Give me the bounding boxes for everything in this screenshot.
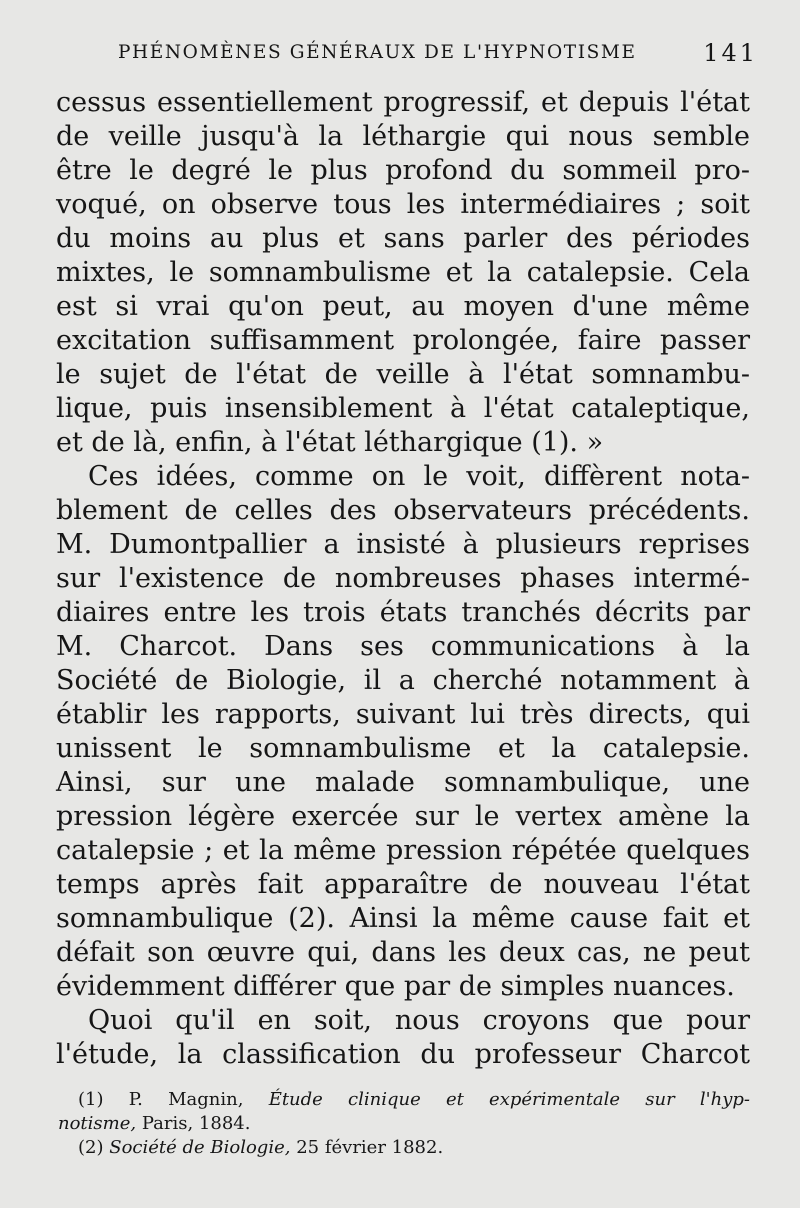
text-line: défait son œuvre qui, dans les deux cas, ne peut — [56, 937, 750, 968]
footnote-title: notisme, — [58, 1113, 137, 1134]
paragraph — [56, 1004, 750, 1072]
text-line: unissent le somnambulisme et la catalepsie. — [56, 733, 750, 764]
footnote-date: 25 février 1882. — [296, 1137, 444, 1158]
footnote-number: (2) — [78, 1137, 104, 1158]
text-line: temps après fait apparaître de nouveau l'état — [56, 869, 750, 900]
paragraph — [56, 460, 750, 1004]
footnote-1 — [78, 1088, 750, 1112]
text-line: voqué, on observe tous les intermédiaires ; soit — [56, 189, 750, 220]
text-line: et de là, enfin, à l'état léthargique (1). » — [56, 427, 604, 458]
text-line: Ainsi, sur une malade somnambulique, une — [56, 767, 750, 798]
text-line: de veille jusqu'à la léthargie qui nous semble — [56, 121, 750, 152]
text-line: Quoi qu'il en soit, nous croyons que pour — [88, 1005, 750, 1036]
page-header — [118, 39, 758, 72]
paragraph — [56, 86, 750, 460]
text-line: catalepsie ; et la même pression répétée quelques — [56, 835, 750, 866]
text-line: pression légère exercée sur le vertex amène la — [56, 801, 750, 832]
text-line: sur l'existence de nombreuses phases intermé- — [56, 563, 750, 594]
running-head: PHÉNOMÈNES GÉNÉRAUX DE L'HYPNOTISME — [118, 42, 637, 63]
footnote-number: (1) — [78, 1089, 104, 1110]
footnote-2 — [78, 1136, 750, 1160]
page-number: 141 — [703, 39, 758, 67]
text-line: cessus essentiellement progressif, et depuis l'état — [56, 87, 750, 118]
text-line: M. Charcot. Dans ses communications à la — [56, 631, 750, 662]
text-line: somnambulique (2). Ainsi la même cause fait et — [56, 903, 750, 934]
text-line: établir les rapports, suivant lui très directs, qui — [56, 699, 750, 730]
footnotes — [58, 1088, 750, 1160]
text-line: Société de Biologie, il a cherché notamment à — [56, 665, 750, 696]
text-line: mixtes, le somnambulisme et la catalepsie. Cela — [56, 257, 750, 288]
body-text — [56, 86, 750, 1072]
text-line: être le degré le plus profond du sommeil pro- — [56, 155, 750, 186]
footnote-publication: Paris, 1884. — [141, 1113, 251, 1134]
text-line: est si vrai qu'on peut, au moyen d'une même — [56, 291, 750, 322]
text-line: l'étude, la classification du professeur Charcot — [56, 1039, 750, 1070]
text-line: Ces idées, comme on le voit, diffèrent nota- — [88, 461, 750, 492]
text-line: le sujet de l'état de veille à l'état somnambu- — [56, 359, 750, 390]
text-line: blement de celles des observateurs précédents. — [56, 495, 750, 526]
text-line: du moins au plus et sans parler des périodes — [56, 223, 750, 254]
text-line: M. Dumontpallier a insisté à plusieurs reprises — [56, 529, 750, 560]
text-line: excitation suffisamment prolongée, faire passer — [56, 325, 750, 356]
footnote-1-continued — [58, 1112, 750, 1136]
text-line: évidemment différer que par de simples nuances. — [56, 971, 735, 1002]
footnote-journal: Société de Biologie, — [109, 1137, 291, 1158]
footnote-title: Étude clinique et expérimentale sur l'hyp- — [268, 1089, 750, 1110]
footnote-author: P. Magnin, — [128, 1089, 244, 1110]
text-line: diaires entre les trois états tranchés décrits par — [56, 597, 750, 628]
text-line: lique, puis insensiblement à l'état cataleptique, — [56, 393, 750, 424]
